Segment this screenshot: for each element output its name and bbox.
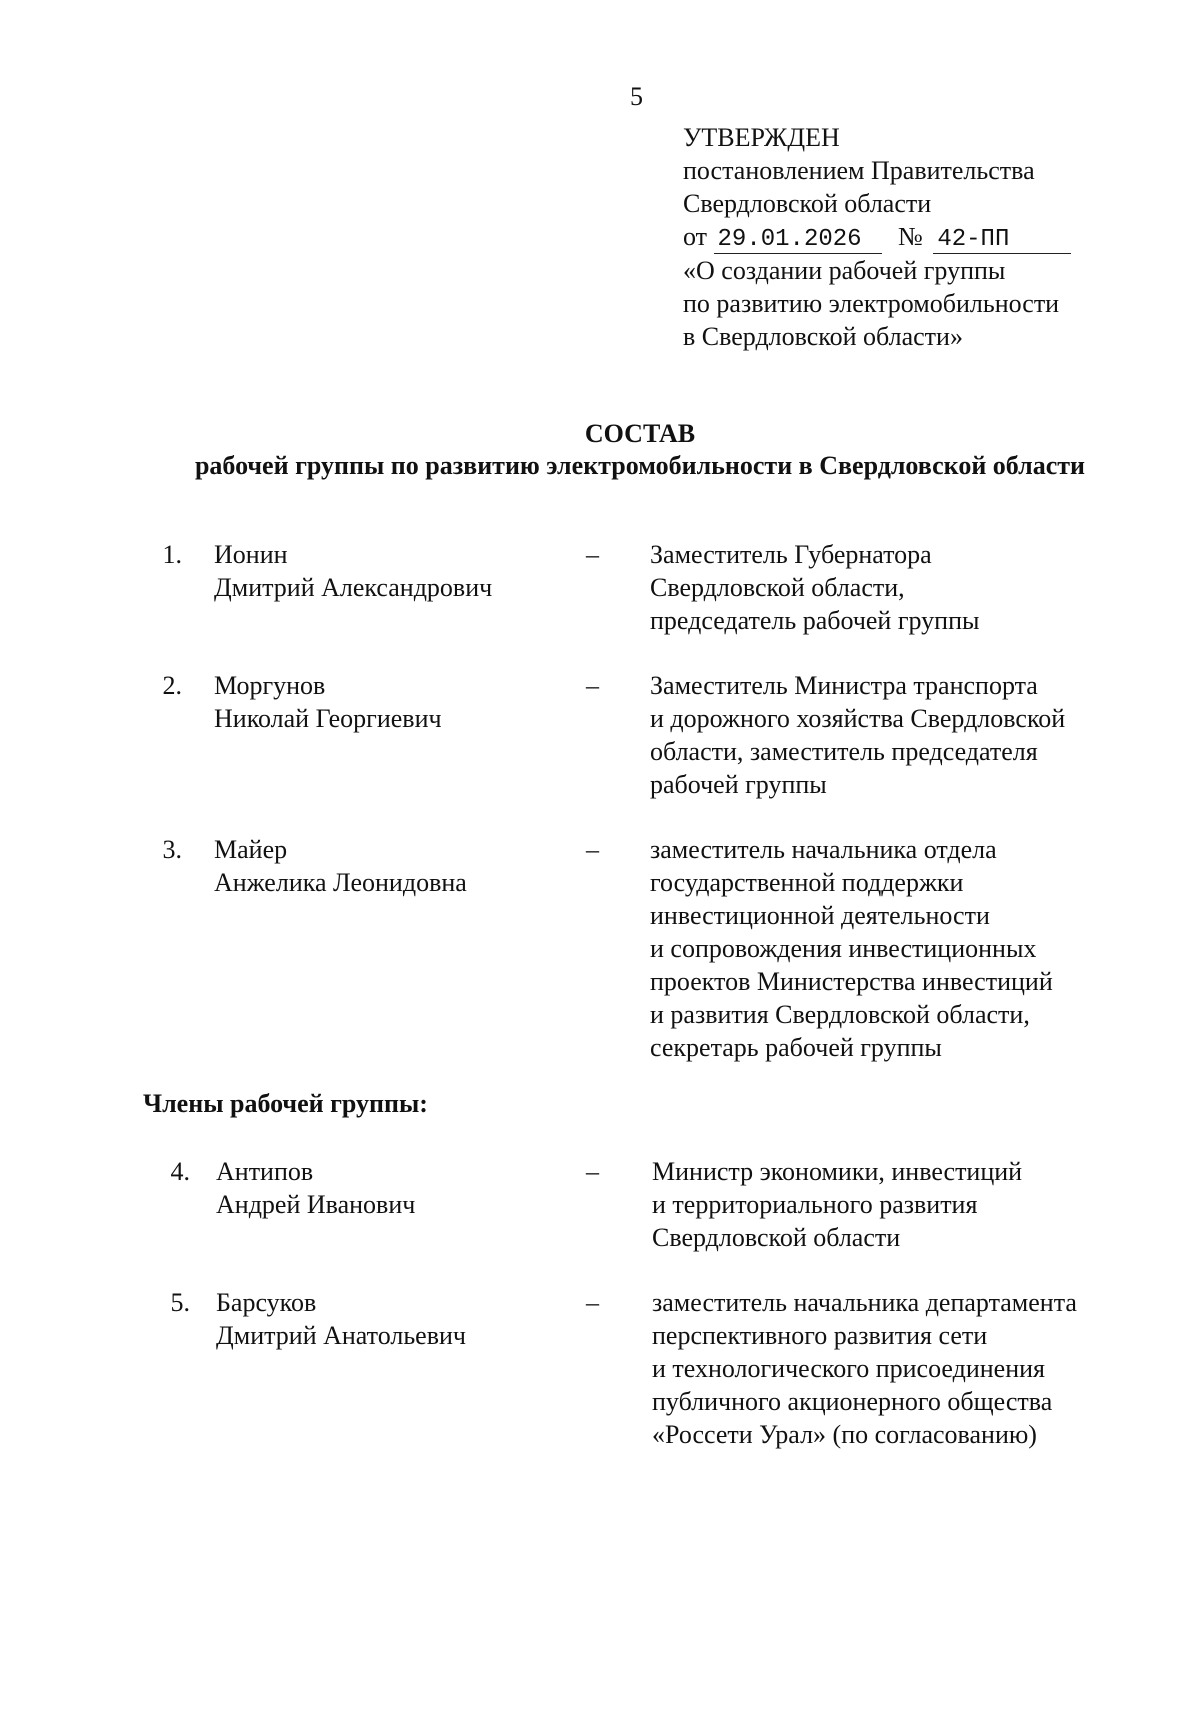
member-surname: Антипов [216,1157,314,1186]
member-role [650,833,1170,1064]
resolution-title-line-1: «О создании рабочей группы [683,256,1006,285]
role-line: Заместитель Министра транспорта [650,671,1038,700]
page-number: 5 [630,82,643,111]
role-line: Министр экономики, инвестиций [652,1157,1023,1186]
role-line: и сопровождения инвестиционных [650,934,1037,963]
separator-dash: – [586,835,599,864]
role-line: области, заместитель председателя [650,737,1038,766]
separator-dash: – [586,540,599,569]
role-line: «Россети Урал» (по согласованию) [652,1420,1037,1449]
member-name [216,1155,415,1221]
member-given-names: Николай Георгиевич [214,704,442,733]
member-given-names: Дмитрий Александрович [214,573,493,602]
role-line: проектов Министерства инвестиций [650,967,1053,996]
member-role [652,1286,1172,1451]
role-line: государственной поддержки [650,868,964,897]
member-number: 3. [162,835,182,864]
document-title: СОСТАВ [584,419,696,448]
resolution-date: 29.01.2026 [714,227,882,254]
member-name [214,833,467,899]
member-given-names: Анжелика Леонидовна [214,868,467,897]
role-line: заместитель начальника отдела [650,835,997,864]
document-subtitle: рабочей группы по развитию электромобильности в Свердловской области [194,451,1086,480]
approval-line-region: Свердловской области [683,189,932,218]
member-role [650,669,1170,801]
role-line: Свердловской области [652,1223,901,1252]
date-prefix: от [683,222,708,251]
role-line: секретарь рабочей группы [650,1033,942,1062]
members-section-heading: Члены рабочей группы: [143,1089,428,1118]
role-line: рабочей группы [650,770,827,799]
member-role [650,538,1170,637]
approval-line-approved: УТВЕРЖДЕН [683,123,840,152]
role-line: и дорожного хозяйства Свердловской [650,704,1066,733]
number-sign: № [898,222,923,251]
separator-dash: – [586,1157,599,1186]
role-line: и развития Свердловской области, [650,1000,1030,1029]
approval-line-by-resolution: постановлением Правительства [683,156,1035,185]
role-line: председатель рабочей группы [650,606,980,635]
member-role [652,1155,1172,1254]
member-number: 5. [170,1288,190,1317]
resolution-title-line-3: в Свердловской области» [683,322,963,351]
member-number: 4. [170,1157,190,1186]
role-line: инвестиционной деятельности [650,901,990,930]
member-name [214,669,442,735]
member-given-names: Андрей Иванович [216,1190,416,1219]
member-name [214,538,492,604]
resolution-number: 42-ПП [933,227,1071,254]
member-surname: Майер [214,835,288,864]
member-number: 2. [162,671,182,700]
role-line: Свердловской области, [650,573,905,602]
role-line: и территориального развития [652,1190,978,1219]
role-line: Заместитель Губернатора [650,540,932,569]
separator-dash: – [586,1288,599,1317]
role-line: заместитель начальника департамента [652,1288,1077,1317]
approval-date-number-line [683,220,1153,254]
member-name [216,1286,466,1352]
role-line: перспективного развития сети [652,1321,988,1350]
member-number: 1. [162,540,182,569]
member-surname: Ионин [214,540,288,569]
separator-dash: – [586,671,599,700]
member-surname: Барсуков [216,1288,317,1317]
member-surname: Моргунов [214,671,326,700]
approval-stamp [683,121,1153,353]
role-line: и технологического присоединения [652,1354,1045,1383]
resolution-title-line-2: по развитию электромобильности [683,289,1060,318]
member-given-names: Дмитрий Анатольевич [216,1321,466,1350]
role-line: публичного акционерного общества [652,1387,1053,1416]
